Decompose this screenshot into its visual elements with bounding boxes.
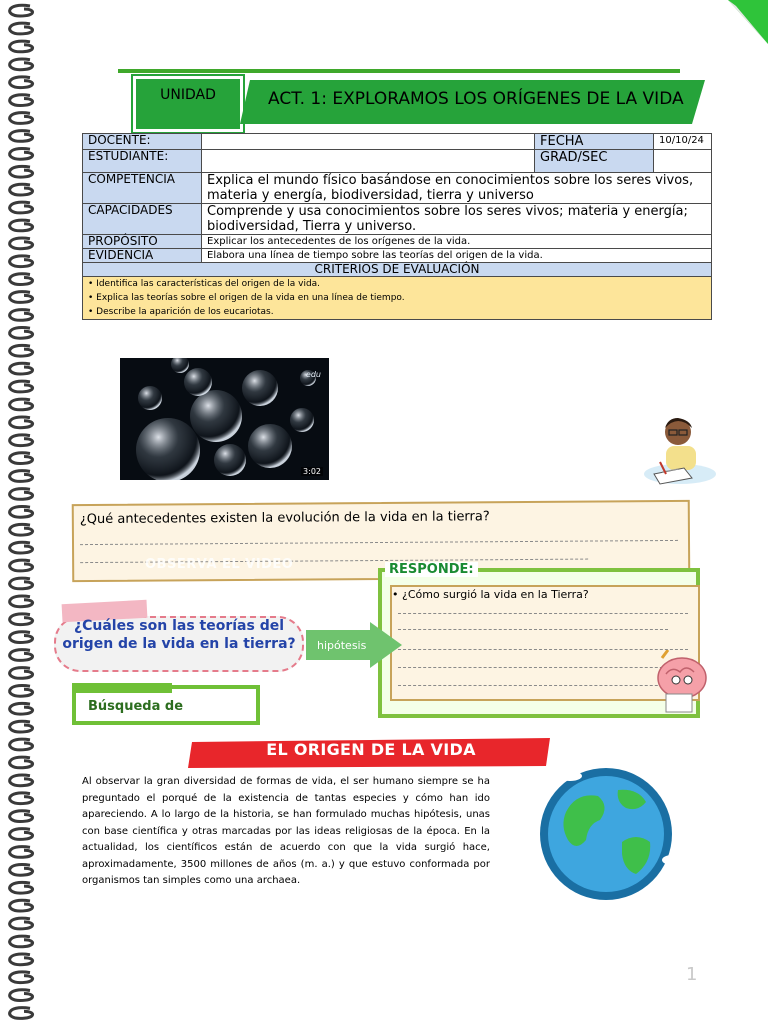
answer-line[interactable] (80, 540, 678, 545)
spiral-loop (10, 148, 33, 159)
info-table (82, 133, 712, 320)
spiral-loop (10, 471, 33, 482)
spiral-loop (10, 811, 33, 822)
spiral-loop (10, 560, 33, 571)
spiral-loop (10, 632, 33, 643)
spiral-loop (10, 1008, 33, 1019)
spiral-loop (10, 220, 33, 231)
spiral-loop (10, 453, 33, 464)
spiral-loop (10, 381, 33, 392)
brain-character-illustration (652, 650, 710, 716)
spiral-loop (10, 399, 33, 410)
spiral-loop (10, 327, 33, 338)
spiral-loop (10, 113, 33, 124)
spiral-loop (10, 489, 33, 500)
spiral-loop (10, 829, 33, 840)
spiral-loop (10, 900, 33, 911)
competencia-label: COMPETENCIA (83, 173, 202, 204)
criterio-item: • Identifica las características del origen de la vida. (88, 279, 321, 289)
origen-paragraph: Al observar la gran diversidad de formas de vida, el ser humano siempre se ha preguntado el porqué de la existencia de tantas especies y cómo han ido apareciendo. A lo largo de la historia, se han formulado muchas hipótesis, unas con base científica y otras marcadas por las ideas religiosas de la época. En la actualidad, los científicos están de acuerdo con que la vida surgió hace, aproximadamente, 3500 millones de años (m. a.) y que estuvo conformada por organismos tan simples como una archaea. (82, 776, 490, 886)
spiral-loop (10, 274, 33, 285)
spiral-loop (10, 972, 33, 983)
spiral-loop (10, 256, 33, 267)
unit-label: UNIDAD (160, 87, 216, 103)
unit-badge (133, 76, 243, 132)
spiral-loop (10, 936, 33, 947)
spiral-loop (10, 310, 33, 321)
observa-label: OBSERVA EL VIDEO (145, 557, 294, 572)
spiral-loop (10, 596, 33, 607)
spiral-loop (10, 703, 33, 714)
responde-question: • ¿Cómo surgió la vida en la Tierra? (392, 588, 589, 601)
spiral-loop (10, 650, 33, 661)
answer-line[interactable] (398, 685, 688, 686)
spiral-loop (10, 5, 33, 16)
answer-line[interactable] (398, 649, 688, 650)
spiral-loop (10, 793, 33, 804)
docente-field[interactable] (202, 134, 535, 150)
spiral-loop (10, 990, 33, 1001)
proposito-label: PROPÓSITO (83, 235, 202, 249)
spiral-loop (10, 238, 33, 249)
video-watermark: edu (305, 370, 321, 379)
spiral-loop (10, 757, 33, 768)
spiral-loop (10, 363, 33, 374)
criterio-item: • Describe la aparición de los eucariotas. (88, 307, 274, 317)
spiral-loop (10, 864, 33, 875)
fecha-label: FECHA (535, 134, 654, 150)
origen-title: EL ORIGEN DE LA VIDA (266, 740, 476, 759)
spiral-loop (10, 918, 33, 929)
estudiante-label: ESTUDIANTE: (83, 150, 202, 173)
criterio-item: • Explica las teorías sobre el origen de la vida en una línea de tiempo. (88, 293, 405, 303)
spiral-loop (10, 721, 33, 732)
docente-label: DOCENTE: (83, 134, 202, 150)
proposito-value: Explicar los antecedentes de los orígenes de la vida. (202, 235, 712, 249)
bubbles-image (120, 358, 329, 480)
question-text: ¿Qué antecedentes existen la evolución de la vida en la tierra? (79, 509, 490, 528)
video-duration: 3:02 (303, 467, 321, 476)
spiral-loop (10, 954, 33, 965)
video-thumbnail[interactable] (120, 358, 329, 480)
spiral-loop (10, 95, 33, 106)
spiral-loop (10, 614, 33, 625)
capacidades-label: CAPACIDADES (83, 204, 202, 235)
spiral-loop (10, 131, 33, 142)
responde-label: RESPONDE: (385, 562, 478, 577)
gradsec-field[interactable] (654, 150, 712, 173)
spiral-loop (10, 578, 33, 589)
teorias-question: ¿Cuáles son las teorías del origen de la vida en la tierra? (62, 618, 296, 652)
spiral-loop (10, 417, 33, 428)
header-bar (118, 69, 680, 73)
spiral-loop (10, 435, 33, 446)
hipotesis-label: hipótesis (317, 639, 367, 652)
spiral-loop (10, 685, 33, 696)
capacidades-value: Comprende y usa conocimientos sobre los seres vivos; materia y energía; biodiversidad, Tierra y universo. (202, 204, 712, 235)
evidencia-value: Elabora una línea de tiempo sobre las teorías del origen de la vida. (202, 249, 712, 263)
spiral-binding (0, 0, 44, 1024)
spiral-loop (10, 77, 33, 88)
earth-illustration (526, 762, 690, 902)
busqueda-label: Búsqueda de (88, 699, 184, 714)
fecha-field[interactable]: 10/10/24 (654, 134, 712, 150)
answer-line[interactable] (398, 613, 688, 614)
corner-decoration (698, 0, 768, 44)
competencia-value: Explica el mundo físico basándose en conocimientos sobre los seres vivos, materia y energía, biodiversidad, tierra y universo (202, 173, 712, 204)
criterios-list (83, 277, 712, 320)
answer-line[interactable] (398, 629, 668, 630)
spiral-loop (10, 524, 33, 535)
spiral-loop (10, 292, 33, 303)
estudiante-field[interactable] (202, 150, 535, 173)
spiral-loop (10, 166, 33, 177)
criterios-title: CRITERIOS DE EVALUACIÓN (83, 263, 712, 277)
answer-line[interactable] (398, 667, 688, 668)
spiral-loop (10, 345, 33, 356)
spiral-loop (10, 41, 33, 52)
spiral-loop (10, 23, 33, 34)
gradsec-label: GRAD/SEC (535, 150, 654, 173)
page-number: 1 (686, 964, 698, 985)
spiral-loop (10, 882, 33, 893)
evidencia-label: EVIDENCIA (83, 249, 202, 263)
spiral-loop (10, 847, 33, 858)
spiral-loop (10, 506, 33, 517)
spiral-loop (10, 542, 33, 553)
activity-title: ACT. 1: EXPLORAMOS LOS ORÍGENES DE LA VIDA (268, 89, 684, 109)
spiral-loop (10, 739, 33, 750)
spiral-loop (10, 202, 33, 213)
spiral-loop (10, 59, 33, 70)
spiral-loop (10, 775, 33, 786)
spiral-loop (10, 184, 33, 195)
spiral-loop (10, 668, 33, 679)
student-writing-illustration (640, 412, 718, 492)
